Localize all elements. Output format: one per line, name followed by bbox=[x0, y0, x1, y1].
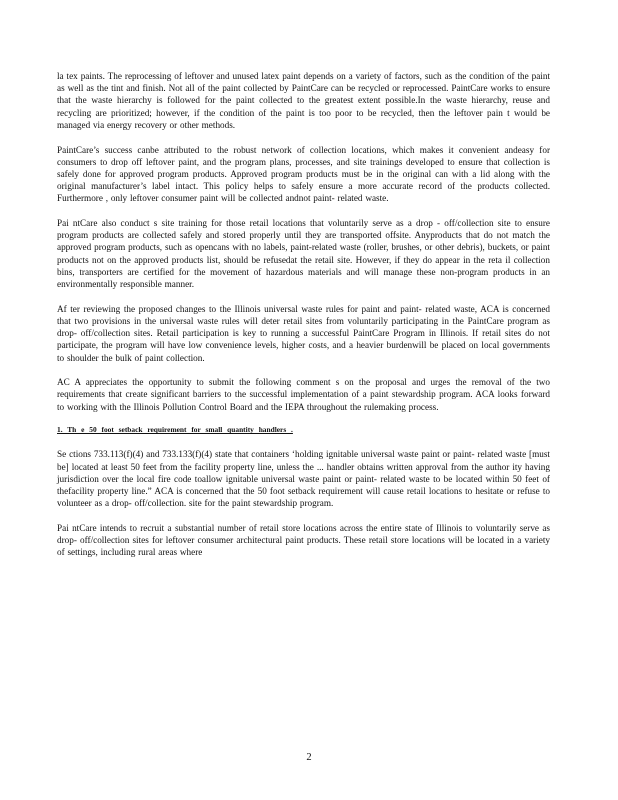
page-number: 2 bbox=[306, 752, 312, 763]
paragraph-recruit: Pai ntCare intends to recruit a substantial number of retail store locations across the entire state of Illinois to voluntarily serve as drop- off/collection sites for leftover consumer architectural paint products. These retail store locations will be located in a variety of settings, including rural areas where bbox=[57, 522, 550, 558]
document-page bbox=[57, 70, 550, 571]
paragraph-sections: Se ctions 733.113(f)(4) and 733.133(f)(4) state that containers ‘holding ignitable universal waste paint or paint- related waste [must be] located at least 50 feet from the facility property line, unless the ... handler obtains written approval from the author ity having jurisdiction over the local fire code toallow ignitable universal waste paint or paint- related waste to be located within 50 feet of thefacility property line.” ACA is concerned that the 50 foot setback requirement will cause retail locations to hesitate or refuse to volunteer as a drop- off/collection. site for the paint stewardship program. bbox=[57, 449, 550, 509]
paragraph-site-training: Pai ntCare also conduct s site training for those retail locations that voluntarily serve as a drop - off/collection site to ensure program products are collected safely and stored properly until they are transported offsite. Anyproducts that do not match the approved program products, such as opencans with no labels, paint-related waste (roller, brushes, or other debris), buckets, or paint products not on the approved products list, should be refusedat the retail site. However, if they do appear in the reta il collection bins, transporters are certified for the movement of hazardous materials and will manage these non-program products in an environmentally responsible manner. bbox=[57, 218, 550, 290]
paragraph-concern: Af ter reviewing the proposed changes to the Illinois universal waste rules for paint and paint- related waste, ACA is concerned that two provisions in the universal waste rules will deter retail sites from voluntarily participating in the PaintCare program as drop- off/collection sites. Retail participation is key to running a successful PaintCare Program in Illinois. If retail sites do not participate, the program will have low convenience levels, higher costs, and a heavier burdenwill be placed on local governments to shoulder the bulk of paint collection. bbox=[57, 303, 550, 363]
paragraph-reprocessing: la tex paints. The reprocessing of leftover and unused latex paint depends on a variety of factors, such as the condition of the paint as well as the tint and finish. Not all of the paint collected by PaintCare can be recycled or reprocessed. PaintCare works to ensure that the waste hierarchy is followed for the paint collected to the greatest extent possible.In the waste hierarchy, reuse and recycling are prioritized; however, if the condition of the paint is too poor to be recycled, then the leftover pain t would be managed via energy recovery or other methods. bbox=[57, 71, 550, 130]
section-heading: 1. Th e 50 foot setback requirement for small quantity handlers . bbox=[57, 425, 293, 435]
paragraph-appreciation: AC A appreciates the opportunity to submit the following comment s on the proposal and urges the removal of the two requirements that create significant barriers to the successful implementation of a paint stewardship program. ACA looks forward to working with the Illinois Pollution Control Board and the IEPA throughout the rulemaking process. bbox=[57, 377, 550, 412]
paragraph-success: PaintCare’s success canbe attributed to the robust network of collection locations, which makes it convenient andeasy for consumers to drop off leftover paint, and the program plans, processes, and site trainings developed to ensure that collection is safely done for approved program products. Approved program products must be in the original can with a lid along with the original manufacturer’s label intact. This policy helps to safely ensure a more accurate record of the products collected. Furthermore , only leftover consumer paint will be collected andnot paint- related waste. bbox=[57, 144, 550, 204]
